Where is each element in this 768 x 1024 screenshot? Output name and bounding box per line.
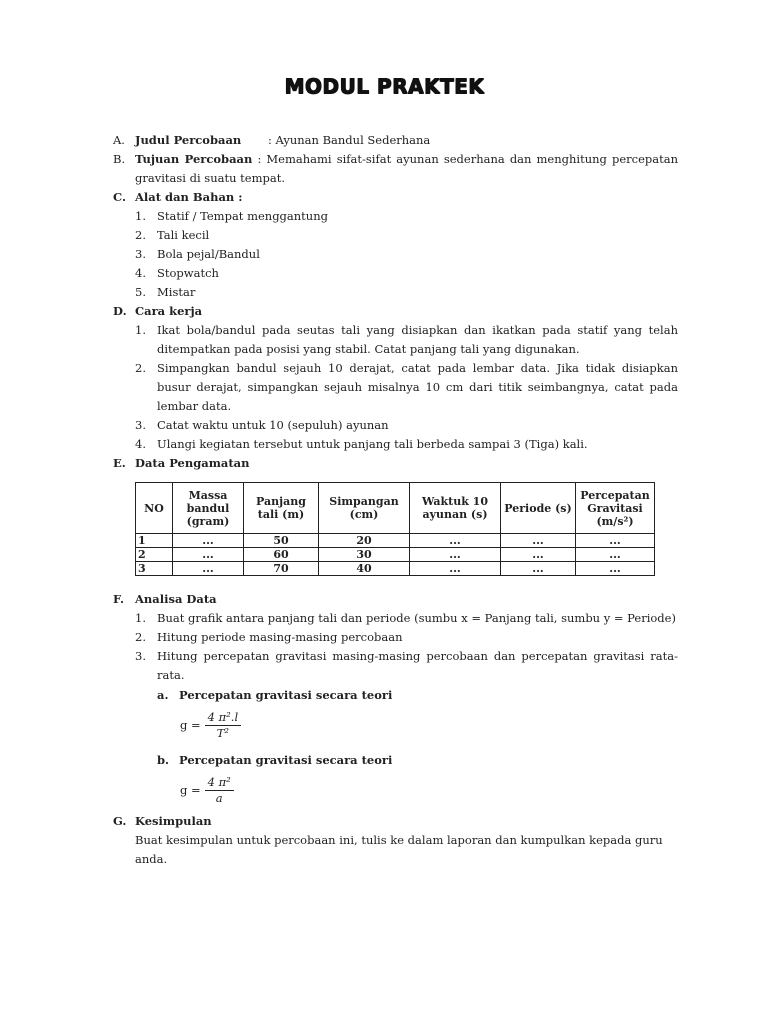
section-f: [113, 590, 678, 810]
document-content: [113, 131, 678, 869]
section-a-label: Judul Percobaan: [135, 133, 242, 147]
table-header-cell: Simpangan (cm): [319, 483, 410, 534]
formula-b-numerator: 4 π²: [205, 775, 234, 791]
section-e: [113, 454, 678, 590]
section-d: [113, 302, 678, 454]
section-b-value: : Memahami sifat-sifat ayunan sederhana dan menghitung percepatan gravitasi di suatu tempat.: [135, 152, 678, 185]
list-item: 1. Statif / Tempat menggantung: [135, 209, 328, 223]
section-f-label: Analisa Data: [135, 592, 217, 606]
section-b-letter: B.: [113, 152, 126, 166]
table-header-cell: Panjang tali (m): [244, 483, 319, 534]
conclusion-text: Buat kesimpulan untuk percobaan ini, tulis ke dalam laporan dan kumpulkan kepada guru anda.: [135, 833, 663, 866]
list-item: 4. Stopwatch: [135, 266, 219, 280]
list-item: 1. Ikat bola/bandul pada seutas tali yang disiapkan dan ikatkan pada statif yang telah ditempatkan pada posisi yang stabil. Catat panjang tali yang digunakan.: [135, 323, 678, 356]
table-header-cell: Massa bandul (gram): [173, 483, 244, 534]
list-item: 2. Simpangkan bandul sejauh 10 derajat, catat pada lembar data. Jika tidak disiapkan busur derajat, simpangkan sejauh misalnya 10 cm dari titik seimbangnya, catat pada lembar data.: [135, 361, 678, 413]
list-item: 2. Tali kecil: [135, 228, 210, 242]
section-c-letter: C.: [113, 190, 126, 204]
subsection-a-label: Percepatan gravitasi secara teori: [179, 688, 393, 702]
table-header-cell: Waktuk 10 ayunan (s): [410, 483, 501, 534]
section-b: [113, 150, 678, 188]
section-d-label: Cara kerja: [135, 304, 203, 318]
table-header-row: [136, 483, 655, 534]
section-g-letter: G.: [113, 814, 127, 828]
list-item: 4. Ulangi kegiatan tersebut untuk panjang tali berbeda sampai 3 (Tiga) kali.: [135, 437, 588, 451]
list-item: 1. Buat grafik antara panjang tali dan periode (sumbu x = Panjang tali, sumbu y = Periode): [135, 611, 676, 625]
section-b-label: Tujuan Percobaan: [135, 152, 253, 166]
procedure-list: [135, 321, 678, 454]
list-item: 2. Hitung periode masing-masing percobaan: [135, 630, 403, 644]
list-item: 3. Catat waktu untuk 10 (sepuluh) ayunan: [135, 418, 389, 432]
section-f-letter: F.: [113, 592, 125, 606]
list-item: 3. Hitung percepatan gravitasi masing-masing percobaan dan percepatan gravitasi rata-rata.: [135, 649, 678, 682]
section-c: [113, 188, 678, 302]
analysis-list: [135, 609, 678, 685]
section-e-label: Data Pengamatan: [135, 456, 250, 470]
list-item: 3. Bola pejal/Bandul: [135, 247, 260, 261]
section-g: [113, 812, 678, 869]
section-a-value: : Ayunan Bandul Sederhana: [268, 133, 431, 147]
subsection-b: b. Percepatan gravitasi secara teori: [157, 751, 678, 770]
table-header-cell: Periode (s): [501, 483, 576, 534]
table-header-cell: Percepatan Gravitasi (m/s²): [576, 483, 655, 534]
section-d-letter: D.: [113, 304, 127, 318]
formula-b-denominator: a: [215, 790, 223, 805]
page-title: MODUL PRAKTEK: [284, 74, 484, 98]
table-row: 1 ... 50 20 ... ... ...: [136, 534, 655, 548]
section-a: [113, 131, 678, 150]
formula-a-denominator: T²: [216, 725, 230, 740]
section-c-label: Alat dan Bahan :: [135, 190, 243, 204]
subsection-a: a. Percepatan gravitasi secara teori: [157, 686, 678, 705]
section-e-letter: E.: [113, 456, 126, 470]
section-a-letter: A.: [113, 133, 125, 147]
table-header-cell: NO: [136, 483, 173, 534]
equipment-list: [135, 207, 678, 302]
formula-b: g = $\frac{\text{4 π²}}{a}$: [180, 770, 678, 810]
observation-table: [135, 482, 655, 576]
subsection-b-label: Percepatan gravitasi secara teori: [179, 753, 393, 767]
list-item: 5. Mistar: [135, 285, 196, 299]
formula-a-numerator: 4 π².l: [205, 710, 241, 726]
formula-a: g = $\frac{\text{4 π².l}}{\text{T²}}$: [180, 705, 678, 745]
table-row: 2 ... 60 30 ... ... ...: [136, 548, 655, 562]
table-row: 3 ... 70 40 ... ... ...: [136, 562, 655, 576]
section-g-label: Kesimpulan: [135, 814, 212, 828]
